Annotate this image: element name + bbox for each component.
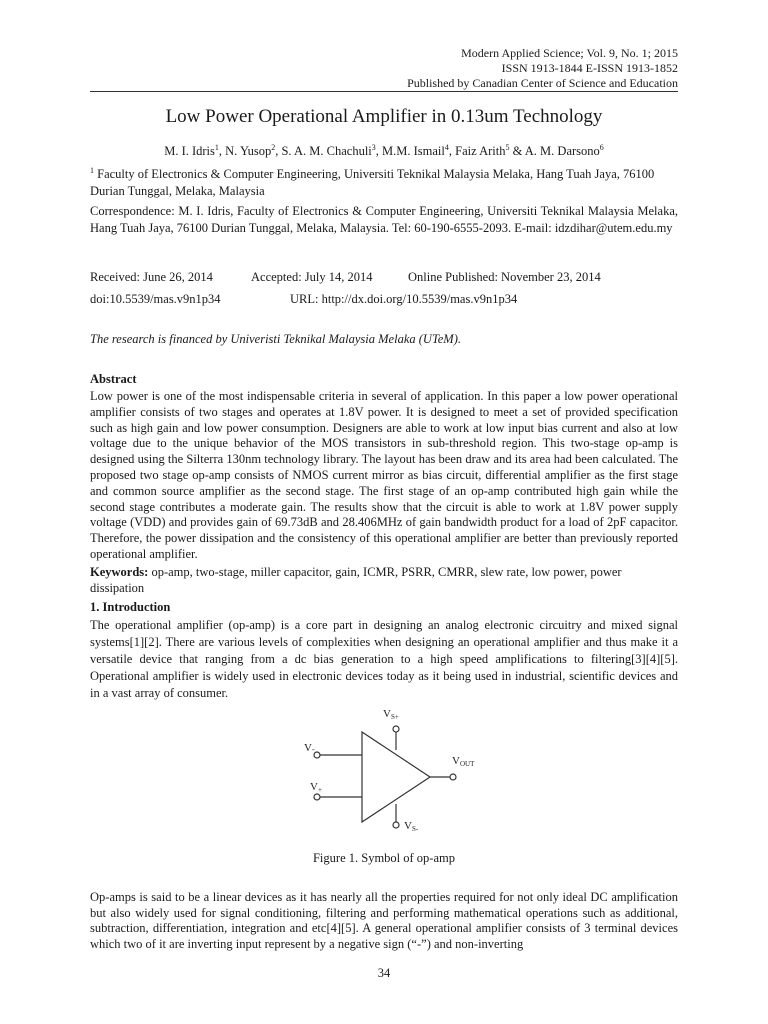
author-name: A. M. Darsono [524, 144, 600, 159]
affiliation-sup: 1 [90, 166, 94, 175]
funding-note: The research is financed by Univeristi Teknikal Malaysia Melaka (UTeM). [90, 332, 461, 346]
author-sup: 3 [371, 143, 376, 152]
author-sup: 4 [444, 143, 449, 152]
journal-volume: Modern Applied Science; Vol. 9, No. 1; 2015 [461, 46, 678, 60]
abstract-text: Low power is one of the most indispensable criteria in several of application. In this paper a low power operational amplifier consists of two stages and operates at 1.8V power. It is designed to meet a set of provided specification such as high gain and low power consumption. Designers are able to work at low input bias current and also at low voltage due to the unique behavior of the MOS transistors in sub-threshold region. This two-stage op-amp is designed using the Silterra 130nm technology library. The layout has been draw and its area had been calculated. The proposed two stage op-amp consists of NMOS current mirror as bias circuit, differential amplifier as the first stage and common source amplifier as the second stage. The first stage of an op-amp contributed high gain while the second stage contributes a moderate gain. The results show that the circuit is able to work at 1.8V power supply voltage (VDD) and provides gain of 69.73dB and 28.406MHz of gain bandwidth product for a load of 2pF capacitor. Therefore, the power dissipation and the consistency of this operational amplifier are better than previously reported operational amplifier. [90, 389, 678, 561]
doi-text: doi:10.5539/mas.v9n1p34 [90, 292, 221, 306]
journal-issn: ISSN 1913-1844 E-ISSN 1913-1852 [501, 61, 678, 75]
published-date: Online Published: November 23, 2014 [408, 270, 601, 284]
doi-url[interactable]: URL: http://dx.doi.org/10.5539/mas.v9n1p34 [290, 292, 518, 306]
accepted-date: Accepted: July 14, 2014 [251, 270, 373, 284]
introduction-heading: 1. Introduction [90, 600, 171, 614]
author-sup: 1 [214, 143, 219, 152]
vs-minus-label: VS- [404, 820, 419, 833]
author-name: S. A. M. Chachuli [281, 144, 372, 159]
introduction-text: The operational amplifier (op-amp) is a core part in designing an analog electronic circuitry and mixed signal systems[1][2]. There are various levels of complexities when designing an operational amplifier and thus make it a versatile device that ranging from a dc bias generation to a high speed amplifications to filtering[3][4][5]. Operational amplifier is widely used in electronic devices today as it being used in industrial, scientific devices and in a vast array of consumer. [90, 618, 678, 700]
affiliation [90, 162, 678, 200]
input-minus-terminal [314, 752, 320, 758]
journal-publisher: Published by Canadian Center of Science and Education [407, 76, 678, 90]
journal-header [407, 46, 678, 91]
author-name: M.M. Ismail [382, 144, 445, 159]
author-name: Faiz Arith [455, 144, 506, 159]
author-list: M. I. Idris$^1$, N. Yusop$^2$, S. A. M. Chachuli$^3$, M.M. Ismail$^4$, Faiz Arith$^5$ & A. M. Darsono$^6$ [164, 143, 604, 159]
input-plus-terminal [314, 794, 320, 800]
page-number: 34 [377, 966, 391, 980]
vs-plus-label: VS+ [383, 708, 399, 721]
header-rule [90, 91, 678, 92]
correspondence: Correspondence: M. I. Idris, Faculty of Electronics & Computer Engineering, Universiti Teknikal Malaysia Melaka, Hang Tuah Jaya, 76100 Durian Tunggal, Melaka, Malaysia. Tel: 60-190-6555-2093. E-mail: idzdihar@utem.edu.my [90, 204, 678, 235]
vout-label: VOUT [452, 755, 475, 768]
v-plus-label: V+ [310, 781, 322, 794]
v-minus-label: V- [304, 742, 315, 754]
figure-caption: Figure 1. Symbol of op-amp [312, 851, 455, 865]
supply-plus-terminal [393, 726, 399, 732]
op-amp-symbol-figure [290, 700, 490, 840]
author-sup: 5 [505, 143, 510, 152]
abstract-heading: Abstract [90, 372, 137, 386]
keywords [90, 565, 678, 596]
paper-title: Low Power Operational Amplifier in 0.13um Technology [165, 106, 603, 127]
author-sup: 2 [271, 143, 276, 152]
keywords-text: op-amp, two-stage, miller capacitor, gain, ICMR, PSRR, CMRR, slew rate, low power, power dissipation [90, 565, 622, 595]
affiliation-text: Faculty of Electronics & Computer Engineering, Universiti Teknikal Malaysia Melaka, Hang Tuah Jaya, 76100 Durian Tunggal, Melaka, Malaysia [90, 167, 655, 199]
author-name: M. I. Idris [164, 144, 215, 159]
author-sup: 6 [599, 143, 604, 152]
output-terminal [450, 774, 456, 780]
supply-minus-terminal [393, 822, 399, 828]
author-name: N. Yusop [225, 144, 272, 159]
received-date: Received: June 26, 2014 [90, 270, 213, 284]
body-paragraph: Op-amps is said to be a linear devices as it has nearly all the properties required for not only ideal DC amplification but also widely used for signal conditioning, filtering and performing mathematical operations such as additional, subtraction, differentiation, integration and etc[4][5]. A general operational amplifier consists of 3 terminal devices which two of it are inverting input represent by a negative sign (“-”) and non-inverting [90, 890, 678, 951]
keywords-label: Keywords: [90, 565, 149, 579]
